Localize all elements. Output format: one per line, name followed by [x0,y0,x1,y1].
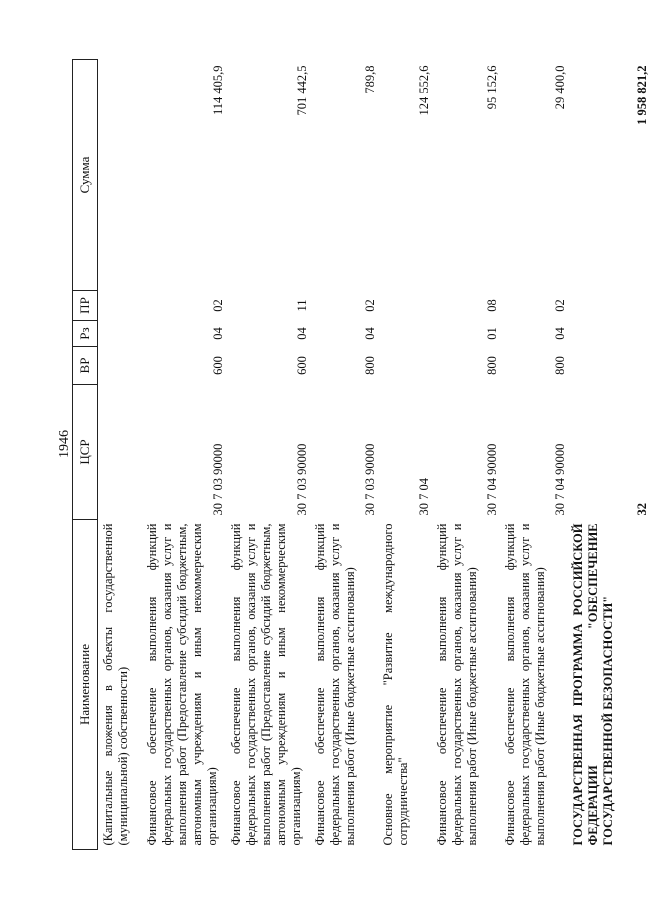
table-row [310,60,378,850]
row-vr [98,347,143,385]
row-sum: 95 152,6 [485,65,499,110]
table-row [142,60,226,850]
row-sum: 29 400,0 [553,65,567,110]
row-vr [378,347,432,385]
row-csr: 30 7 03 90000 [295,443,309,516]
row-rz: 04 [553,327,567,340]
row-csr: 30 7 04 90000 [553,443,567,516]
row-vr [568,347,650,385]
row-csr: 30 7 04 90000 [485,443,499,516]
row-pr [98,291,143,321]
row-vr: 800 [485,356,499,375]
budget-table [72,59,650,850]
table-row [500,60,568,850]
row-vr: 600 [211,356,225,375]
table-row [226,60,310,850]
header-csr: ЦСР [73,385,98,520]
row-vr: 800 [553,356,567,375]
row-csr: 32 [635,503,649,516]
row-csr [98,385,143,520]
table-row [432,60,500,850]
header-rz: Рз [73,321,98,347]
row-sum: 789,8 [363,65,377,94]
table-row [378,60,432,850]
row-name: (Капитальные вложения в объекты государственной (муниципальной) собственности) [101,523,130,846]
budget-table-sheet [72,60,649,850]
table-row [98,60,143,850]
header-name: Наименование [73,520,98,850]
row-name: Финансовое обеспечение выполнения функций федеральных государственных органов, оказания услуг и выполнения работ (Иные бюджетные ассигнования) [435,523,479,846]
row-rz [98,321,143,347]
row-sum [98,60,143,291]
row-vr: 800 [363,356,377,375]
row-vr: 600 [295,356,309,375]
row-name: Финансовое обеспечение выполнения функций федеральных государственных органов, оказания услуг и выполнения работ (Иные бюджетные ассигнования) [503,523,547,846]
row-pr [378,291,432,321]
row-csr: 30 7 04 [417,478,431,516]
row-pr: 08 [485,299,499,312]
row-sum: 114 405,9 [211,65,225,116]
row-pr: 02 [211,299,225,312]
row-rz [568,321,650,347]
table-row-program-total [568,60,650,850]
row-rz: 04 [295,327,309,340]
row-rz: 01 [485,327,499,340]
page-number: 1946 [57,430,72,458]
table-header-row [73,60,98,850]
row-sum: 1 958 821,2 [635,65,649,125]
header-sum: Сумма [73,60,98,291]
row-name: Финансовое обеспечение выполнения функций федеральных государственных органов, оказания услуг и выполнения работ (Предоставление субсидий бюджетным, автономным учреждениям и иным некоммерческим организациям) [229,523,303,846]
row-pr [568,291,650,321]
row-name: Финансовое обеспечение выполнения функций федеральных государственных органов, оказания услуг и выполнения работ (Предоставление субсидий бюджетным, автономным учреждениям и иным некоммерческим организациям) [145,523,219,846]
row-name: Финансовое обеспечение выполнения функций федеральных государственных органов, оказания услуг и выполнения работ (Иные бюджетные ассигнования) [313,523,357,846]
row-pr: 02 [553,299,567,312]
row-rz: 04 [363,327,377,340]
row-name: ГОСУДАРСТВЕННАЯ ПРОГРАММА РОССИЙСКОЙ ФЕДЕРАЦИИ "ОБЕСПЕЧЕНИЕ ГОСУДАРСТВЕННОЙ БЕЗОПАСНОСТИ" [571,523,615,846]
row-sum: 124 552,6 [417,65,431,116]
header-vr: ВР [73,347,98,385]
row-rz [378,321,432,347]
row-csr: 30 7 03 90000 [211,443,225,516]
row-pr: 02 [363,299,377,312]
row-csr: 30 7 03 90000 [363,443,377,516]
header-pr: ПР [73,291,98,321]
row-sum: 701 442,5 [295,65,309,116]
row-name: Основное мероприятие "Развитие международного сотрудничества" [381,523,410,846]
row-pr: 11 [295,299,309,312]
row-rz: 04 [211,327,225,340]
